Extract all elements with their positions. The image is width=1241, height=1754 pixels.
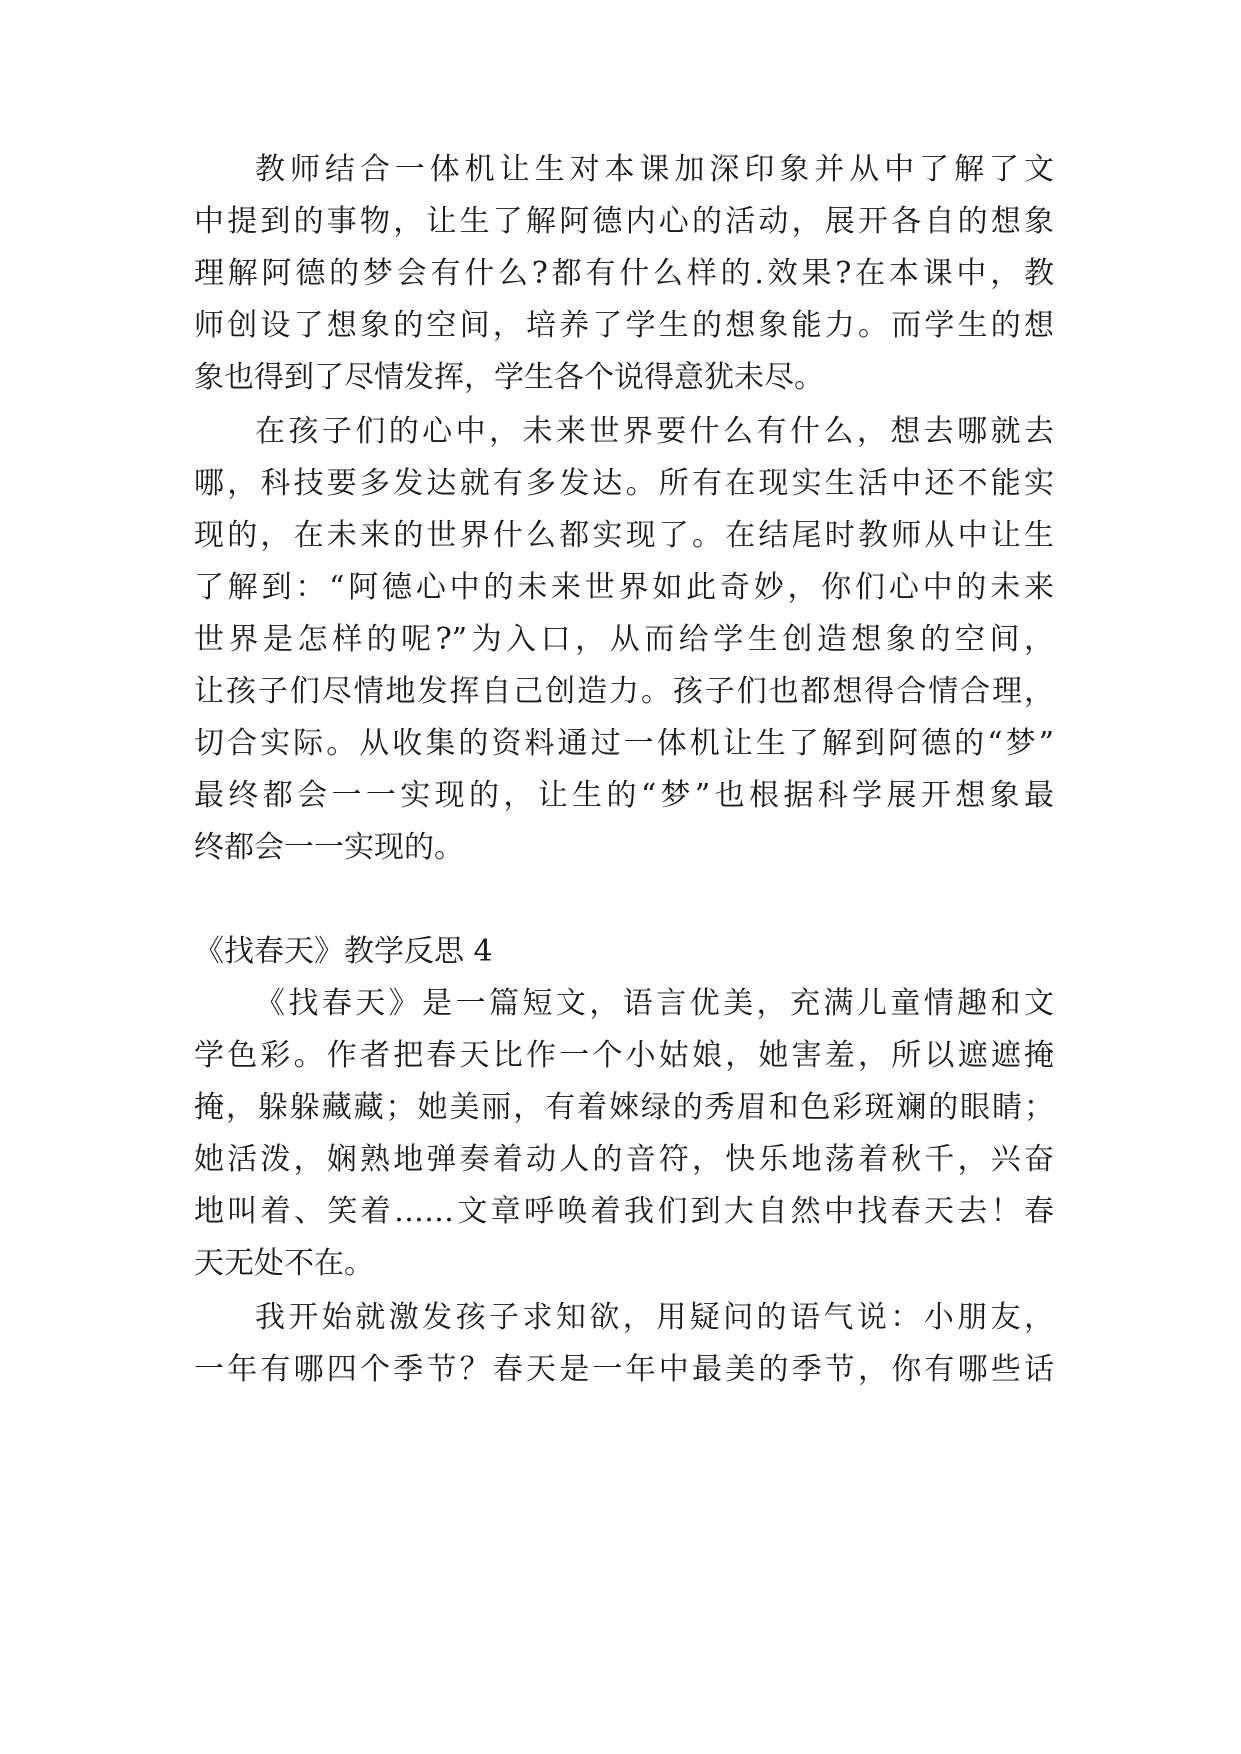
text-line: 理解阿德的梦会有什么?都有什么样的.效果?在本课中，教 [194, 256, 1054, 291]
text-line: 在孩子们的心中，未来世界要什么有什么，想去哪就去 [255, 414, 1054, 449]
text-line: 了解到：“阿德心中的未来世界如此奇妙，你们心中的未来 [194, 570, 1054, 605]
text-line: 一年有哪四个季节？春天是一年中最美的季节，你有哪些话 [194, 1352, 1054, 1387]
text-line: 最终都会一一实现的，让生的“梦”也根据科学展开想象最 [194, 778, 1054, 813]
text-line: 她活泼，娴熟地弹奏着动人的音符，快乐地荡着秋千，兴奋 [194, 1142, 1054, 1177]
text-line: 我开始就激发孩子求知欲，用疑问的语气说：小朋友， [255, 1300, 1054, 1335]
text-line: 切合实际。从收集的资料通过一体机让生了解到阿德的“梦” [194, 726, 1054, 761]
text-line: 教师结合一体机让生对本课加深印象并从中了解了文 [255, 152, 1054, 187]
text-line: 师创设了想象的空间，培养了学生的想象能力。而学生的想 [194, 308, 1054, 343]
text-line: 学色彩。作者把春天比作一个小姑娘，她害羞，所以遮遮掩 [194, 1038, 1054, 1073]
text-line: 中提到的事物，让生了解阿德内心的活动，展开各自的想象 [194, 204, 1054, 239]
text-line: 哪，科技要多发达就有多发达。所有在现实生活中还不能实 [194, 466, 1054, 501]
text-line: 地叫着、笑着……文章呼唤着我们到大自然中找春天去！春 [194, 1194, 1054, 1229]
text-line: 象也得到了尽情发挥，学生各个说得意犹未尽。 [194, 360, 824, 395]
section-title: 《找春天》教学反思 4 [194, 934, 493, 969]
text-line: 世界是怎样的呢?”为入口，从而给学生创造想象的空间， [194, 622, 1054, 657]
text-line: 让孩子们尽情地发挥自己创造力。孩子们也都想得合情合理， [194, 674, 1054, 709]
text-line: 现的，在未来的世界什么都实现了。在结尾时教师从中让生 [194, 518, 1054, 553]
text-line: 终都会一一实现的。 [194, 830, 464, 865]
text-line: 《找春天》是一篇短文，语言优美，充满儿童情趣和文 [255, 986, 1054, 1021]
text-line: 天无处不在。 [194, 1246, 374, 1281]
text-line: 掩，躲躲藏藏；她美丽，有着婡绿的秀眉和色彩斑斓的眼睛； [194, 1090, 1054, 1125]
